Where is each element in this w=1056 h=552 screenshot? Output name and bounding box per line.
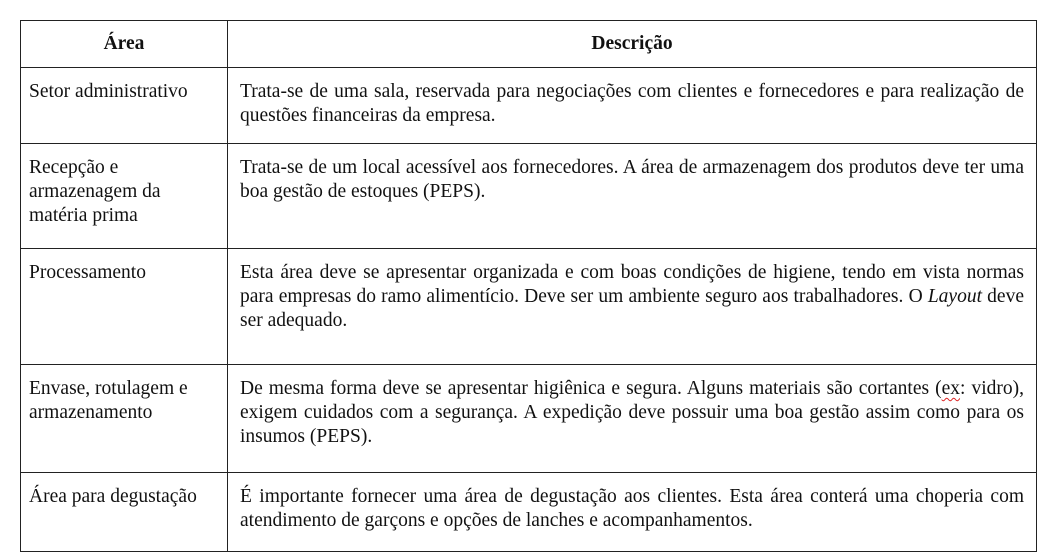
area-cell: Setor administrativo [21, 68, 228, 144]
layout-italic-text: Layout [927, 286, 982, 307]
descricao-text: : vidro), exigem cuidados com a segurança. A expedição deve possuir uma boa gestão assim como para os insumos (PEPS). [240, 378, 1024, 447]
descricao-cell [228, 249, 1037, 365]
table-row [21, 144, 1037, 249]
table-row [21, 365, 1037, 473]
header-area: Área [21, 21, 228, 68]
area-cell: Envase, rotulagem e armazenamento [21, 365, 228, 473]
descricao-cell: Trata-se de um local acessível aos fornecedores. A área de armazenagem dos produtos deve ter uma boa gestão de estoques (PEPS). [228, 144, 1037, 249]
descricao-cell [228, 365, 1037, 473]
area-cell: Área para degustação [21, 473, 228, 552]
table-row [21, 68, 1037, 144]
area-cell: Recepção e armazenagem da matéria prima [21, 144, 228, 249]
descricao-cell: Trata-se de uma sala, reservada para negociações com clientes e fornecedores e para realização de questões financeiras da empresa. [228, 68, 1037, 144]
descricao-text: Esta área deve se apresentar organizada e com boas condições de higiene, tendo em vista normas para empresas do ramo alimentício. Deve ser um ambiente seguro aos trabalhadores. O [240, 262, 1024, 307]
areas-table [20, 20, 1037, 552]
table-row [21, 249, 1037, 365]
table-header-row [21, 21, 1037, 68]
descricao-cell: É importante fornecer uma área de degustação aos clientes. Esta área conterá uma choperia com atendimento de garçons e opções de lanches e acompanhamentos. [228, 473, 1037, 552]
table-row [21, 473, 1037, 552]
header-descricao: Descrição [228, 21, 1037, 68]
descricao-text: deve ser adequado. [240, 286, 1024, 331]
area-cell: Processamento [21, 249, 228, 365]
descricao-text: De mesma forma deve se apresentar higiênica e segura. Alguns materiais são cortantes ( [240, 378, 942, 399]
spellcheck-marked-text: ex [941, 378, 961, 399]
